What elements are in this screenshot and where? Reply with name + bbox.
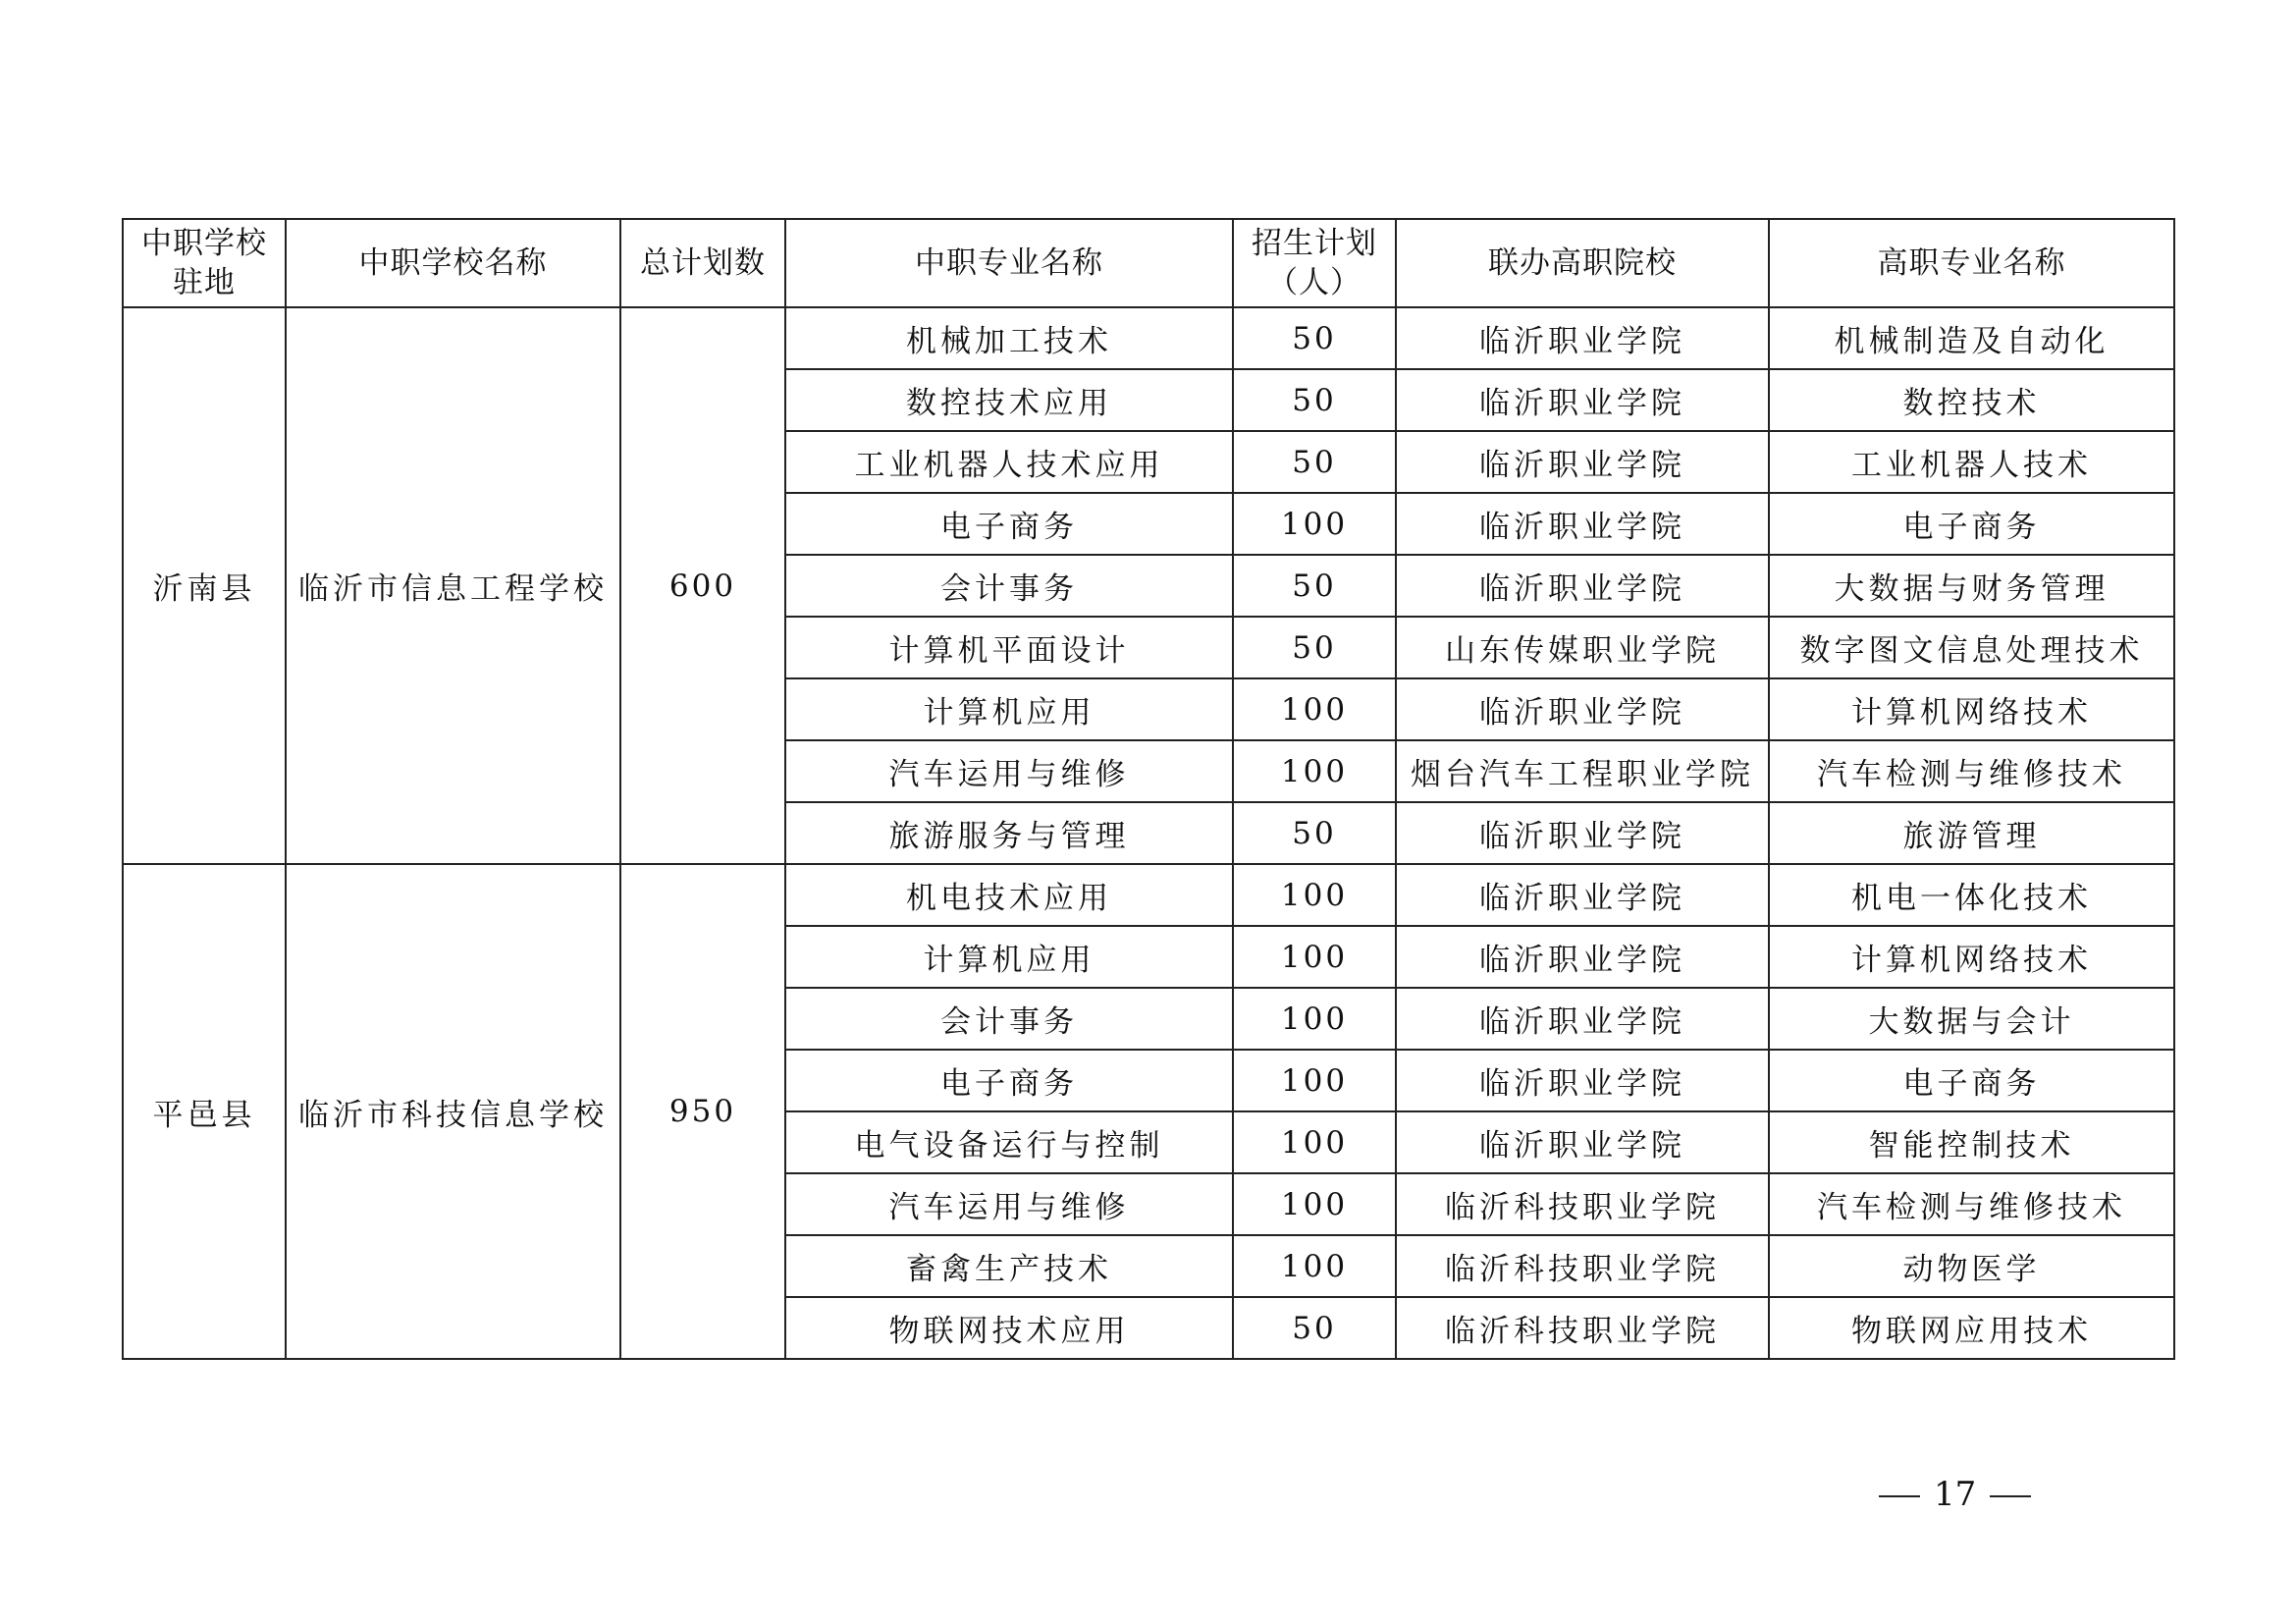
higher-major-cell: 物联网应用技术 [1769,1297,2174,1359]
major-cell: 数控技术应用 [785,369,1233,431]
major-cell: 电子商务 [785,493,1233,555]
major-cell: 旅游服务与管理 [785,802,1233,864]
header-enroll-line2: （人） [1267,265,1362,300]
partner-cell: 临沂职业学院 [1396,307,1769,369]
table-row [123,307,2174,369]
plan-cell: 100 [1233,1235,1396,1297]
plan-cell: 50 [1233,802,1396,864]
plan-cell: 50 [1233,1297,1396,1359]
partner-cell: 临沂职业学院 [1396,369,1769,431]
plan-cell: 100 [1233,988,1396,1050]
header-location-line1: 中职学校 [141,226,267,261]
major-cell: 机械加工技术 [785,307,1233,369]
plan-cell: 100 [1233,926,1396,988]
higher-major-cell: 智能控制技术 [1769,1111,2174,1173]
major-cell: 电子商务 [785,1050,1233,1111]
table-row [123,864,2174,926]
plan-cell: 100 [1233,1050,1396,1111]
plan-cell: 50 [1233,555,1396,617]
partner-cell: 山东传媒职业学院 [1396,617,1769,678]
plan-cell: 100 [1233,864,1396,926]
higher-major-cell: 旅游管理 [1769,802,2174,864]
higher-major-cell: 计算机网络技术 [1769,678,2174,740]
higher-major-cell: 数控技术 [1769,369,2174,431]
higher-major-cell: 工业机器人技术 [1769,431,2174,493]
header-row [123,219,2174,307]
plan-cell: 50 [1233,431,1396,493]
header-partner-college: 联办高职院校 [1396,219,1769,307]
higher-major-cell: 数字图文信息处理技术 [1769,617,2174,678]
header-school-name: 中职学校名称 [286,219,620,307]
major-cell: 计算机平面设计 [785,617,1233,678]
higher-major-cell: 计算机网络技术 [1769,926,2174,988]
footer-dash-right [1990,1495,2031,1497]
partner-cell: 临沂职业学院 [1396,864,1769,926]
plan-cell: 50 [1233,617,1396,678]
higher-major-cell: 动物医学 [1769,1235,2174,1297]
location-cell: 沂南县 [123,307,286,864]
partner-cell: 烟台汽车工程职业学院 [1396,740,1769,802]
school-name-cell: 临沂市信息工程学校 [286,307,620,864]
major-cell: 会计事务 [785,555,1233,617]
major-cell: 汽车运用与维修 [785,740,1233,802]
partner-cell: 临沂科技职业学院 [1396,1297,1769,1359]
plan-cell: 100 [1233,1173,1396,1235]
partner-cell: 临沂科技职业学院 [1396,1235,1769,1297]
higher-major-cell: 机电一体化技术 [1769,864,2174,926]
major-cell: 电气设备运行与控制 [785,1111,1233,1173]
partner-cell: 临沂职业学院 [1396,988,1769,1050]
major-cell: 工业机器人技术应用 [785,431,1233,493]
major-cell: 会计事务 [785,988,1233,1050]
plan-cell: 50 [1233,307,1396,369]
location-cell: 平邑县 [123,864,286,1359]
higher-major-cell: 机械制造及自动化 [1769,307,2174,369]
total-plan-cell: 950 [620,864,785,1359]
plan-cell: 100 [1233,678,1396,740]
header-enroll-plan [1233,219,1396,307]
page-footer [1865,1475,2045,1514]
plan-cell: 100 [1233,1111,1396,1173]
header-location [123,219,286,307]
page-number: 17 [1934,1475,1977,1514]
higher-major-cell: 大数据与会计 [1769,988,2174,1050]
header-location-line2: 驻地 [173,265,236,300]
plan-cell: 100 [1233,740,1396,802]
enrollment-plan-table [122,218,2175,1360]
major-cell: 机电技术应用 [785,864,1233,926]
total-plan-cell: 600 [620,307,785,864]
plan-cell: 100 [1233,493,1396,555]
partner-cell: 临沂职业学院 [1396,926,1769,988]
footer-dash-left [1879,1495,1920,1497]
school-name-cell: 临沂市科技信息学校 [286,864,620,1359]
partner-cell: 临沂职业学院 [1396,678,1769,740]
partner-cell: 临沂职业学院 [1396,1050,1769,1111]
higher-major-cell: 电子商务 [1769,1050,2174,1111]
major-cell: 汽车运用与维修 [785,1173,1233,1235]
plan-cell: 50 [1233,369,1396,431]
partner-cell: 临沂职业学院 [1396,802,1769,864]
header-enroll-line1: 招生计划 [1252,226,1377,261]
higher-major-cell: 大数据与财务管理 [1769,555,2174,617]
major-cell: 计算机应用 [785,926,1233,988]
header-higher-major: 高职专业名称 [1769,219,2174,307]
header-major: 中职专业名称 [785,219,1233,307]
partner-cell: 临沂职业学院 [1396,493,1769,555]
partner-cell: 临沂职业学院 [1396,1111,1769,1173]
higher-major-cell: 汽车检测与维修技术 [1769,1173,2174,1235]
major-cell: 物联网技术应用 [785,1297,1233,1359]
partner-cell: 临沂职业学院 [1396,555,1769,617]
header-total-plan: 总计划数 [620,219,785,307]
major-cell: 计算机应用 [785,678,1233,740]
partner-cell: 临沂科技职业学院 [1396,1173,1769,1235]
higher-major-cell: 电子商务 [1769,493,2174,555]
partner-cell: 临沂职业学院 [1396,431,1769,493]
higher-major-cell: 汽车检测与维修技术 [1769,740,2174,802]
major-cell: 畜禽生产技术 [785,1235,1233,1297]
